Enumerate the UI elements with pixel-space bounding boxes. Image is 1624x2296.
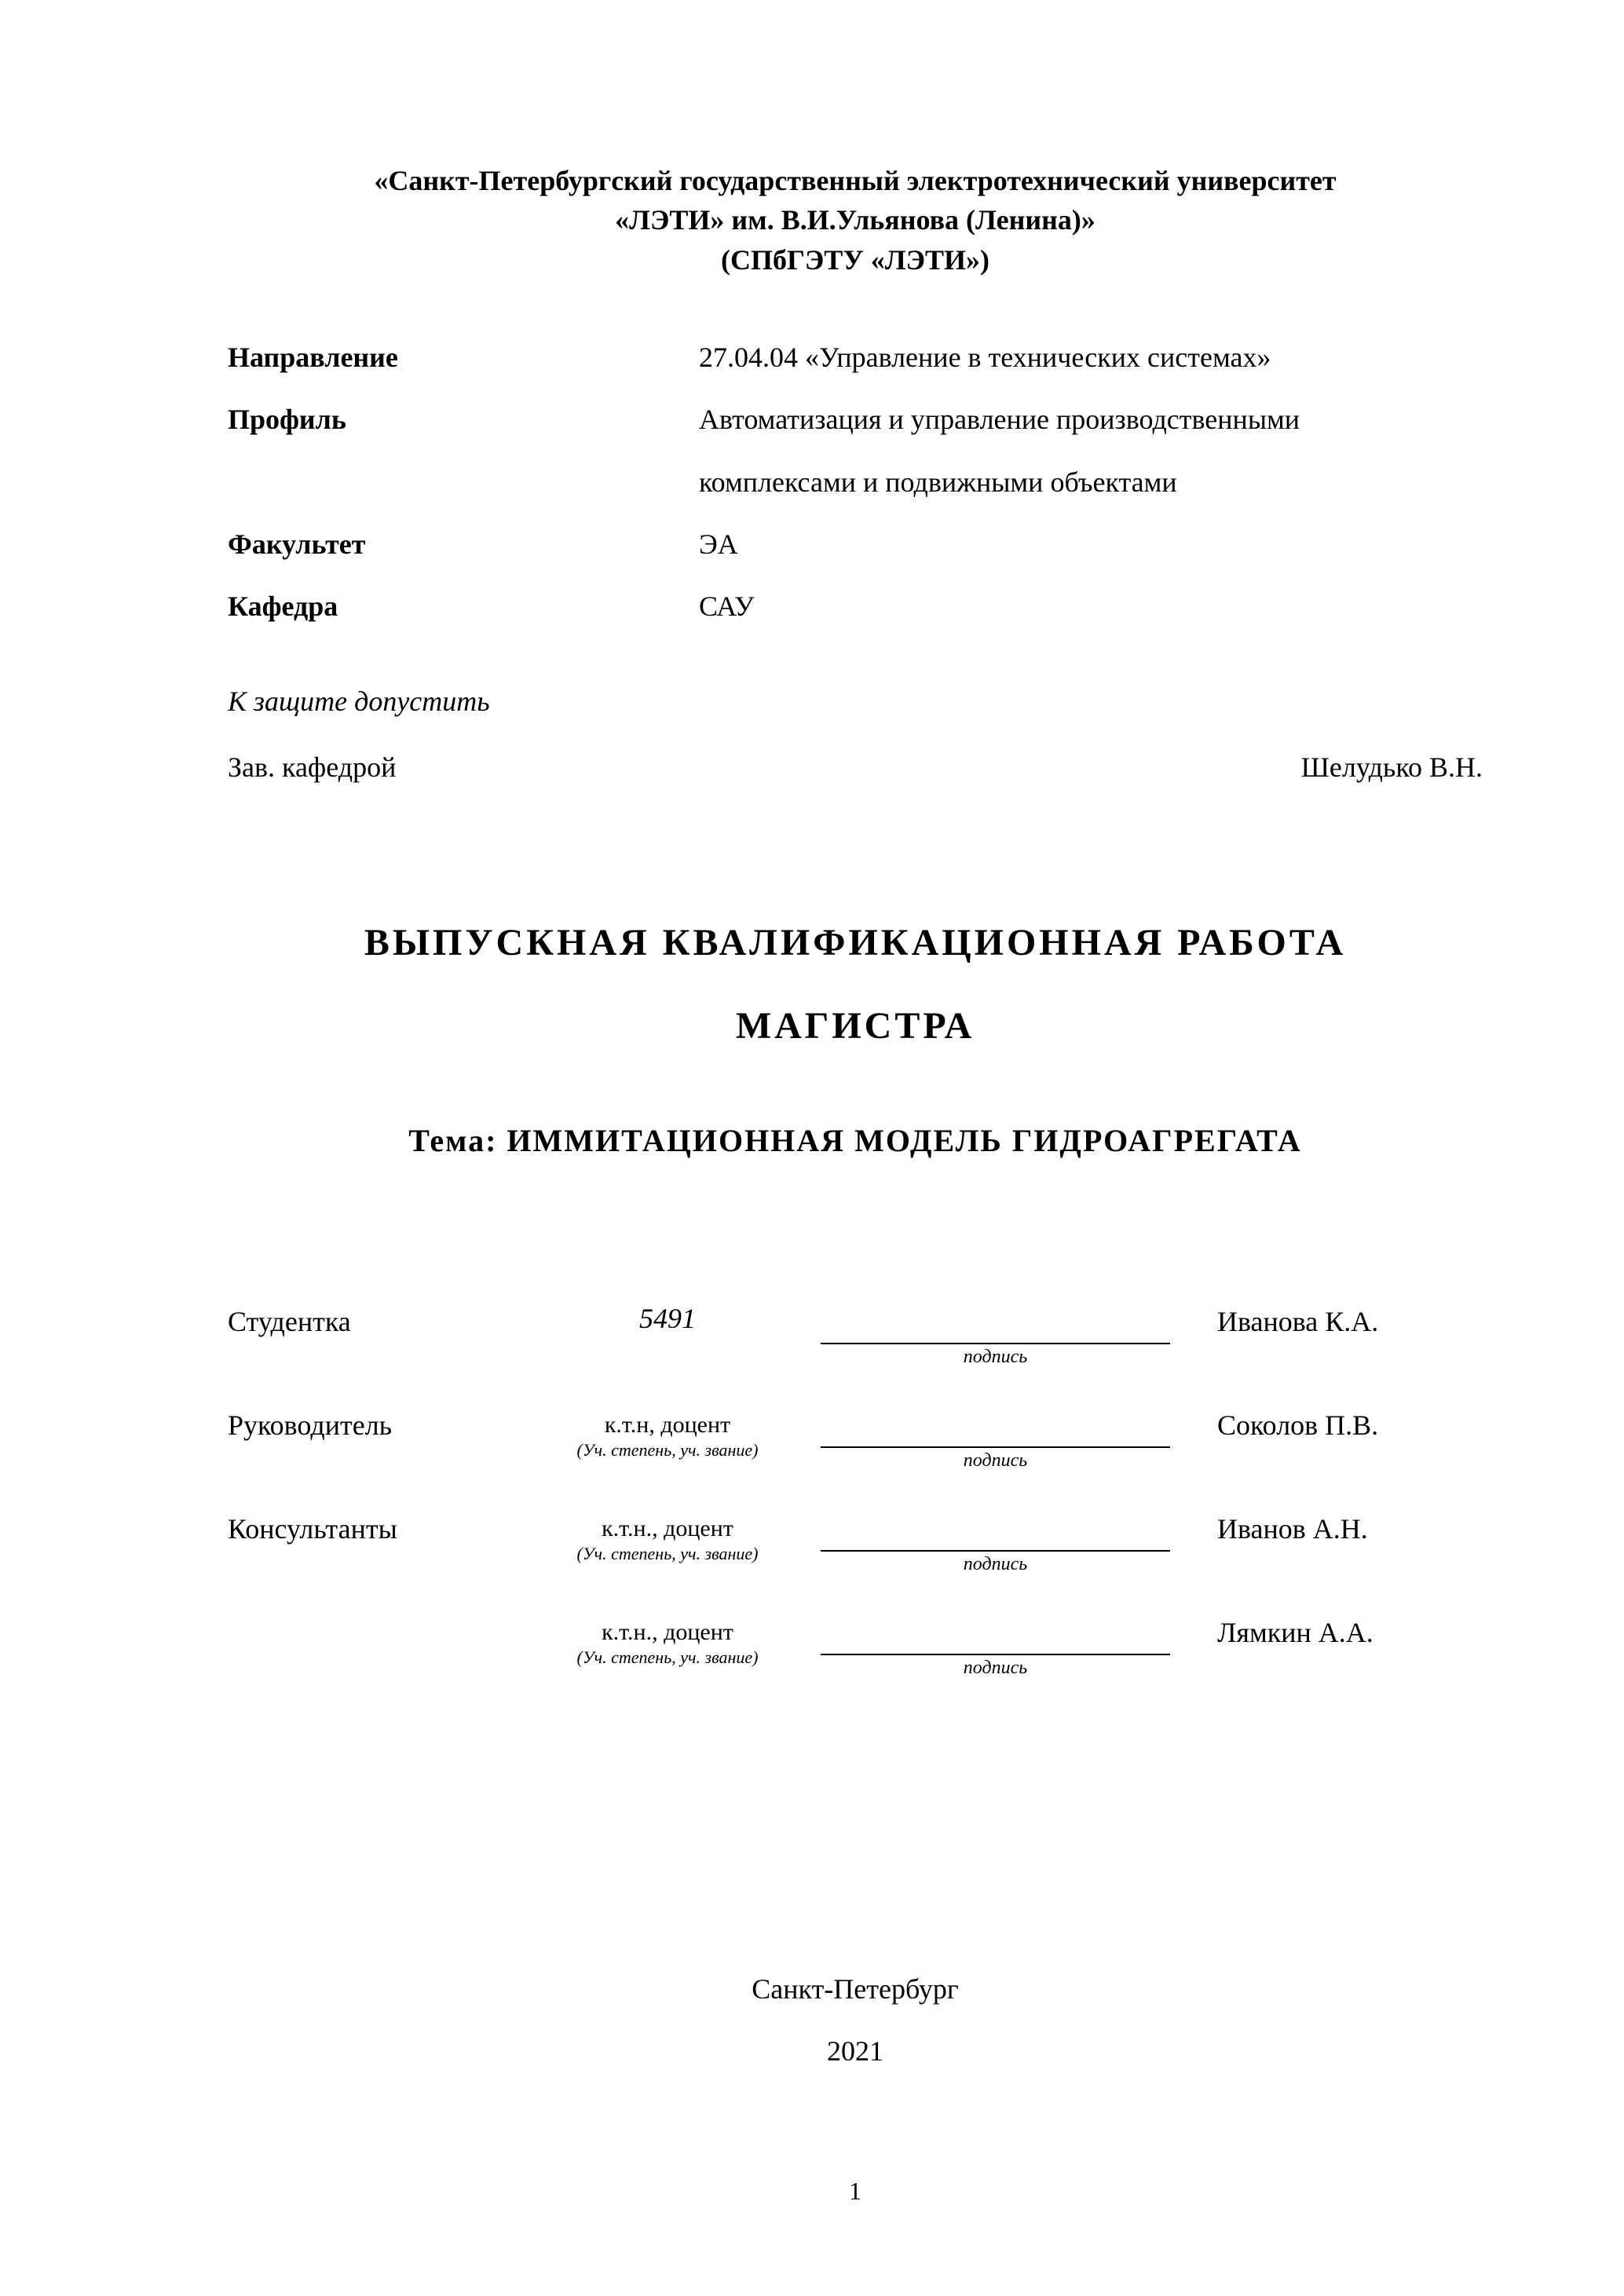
thesis-title-line1: ВЫПУСКНАЯ КВАЛИФИКАЦИОННАЯ РАБОТА — [364, 922, 1347, 964]
department-head-name: Шелудько В.Н. — [1300, 751, 1483, 784]
signature-line — [821, 1404, 1170, 1448]
signature-credential-note: (Уч. степень, уч. звание) — [576, 1544, 759, 1564]
signatures-block — [228, 1300, 1483, 1693]
signature-credential-block — [550, 1300, 785, 1336]
signature-credential-block — [550, 1508, 785, 1564]
footer-city: Санкт-Петербург — [752, 1973, 959, 2005]
field-value-faculty: ЭА — [699, 528, 738, 560]
field-row-profile — [228, 389, 1483, 513]
university-header-line2: «ЛЭТИ» им. В.И.Ульянова (Ленина)» — [615, 204, 1095, 236]
thesis-topic: Тема: ИММИТАЦИОННАЯ МОДЕЛЬ ГИДРОАГРЕГАТА — [408, 1123, 1302, 1159]
signature-row-student — [228, 1300, 1483, 1382]
signature-credential-note: (Уч. степень, уч. звание) — [576, 1440, 759, 1461]
signature-role — [228, 1611, 550, 1616]
signature-credential-block — [550, 1611, 785, 1668]
signature-caption: подпись — [963, 1347, 1028, 1368]
thesis-title-line2: МАГИСТРА — [735, 1004, 975, 1047]
signature-line — [821, 1300, 1170, 1344]
signature-name: Иванов А.Н. — [1217, 1513, 1368, 1545]
signature-credential: к.т.н., доцент — [602, 1515, 733, 1542]
field-value-profile: Автоматизация и управление производственными комплексами и подвижными объектами — [699, 404, 1300, 498]
field-value-direction: 27.04.04 «Управление в технических системах» — [699, 342, 1271, 374]
signature-name: Иванова К.А. — [1217, 1306, 1379, 1338]
signature-role: Студентка — [228, 1306, 351, 1338]
program-fields — [228, 327, 1483, 638]
signature-credential: к.т.н, доцент — [604, 1412, 731, 1439]
field-label-direction: Направление — [228, 342, 398, 374]
field-label-profile: Профиль — [228, 404, 346, 436]
department-head-row — [228, 751, 1483, 784]
signature-caption: подпись — [963, 1554, 1028, 1575]
field-row-department — [228, 576, 1483, 638]
signature-name: Лямкин А.А. — [1217, 1617, 1373, 1649]
field-label-faculty: Факультет — [228, 528, 366, 560]
signature-role: Руководитель — [228, 1409, 393, 1442]
page-number: 1 — [849, 2177, 861, 2205]
signature-row-consultant-2 — [228, 1611, 1483, 1693]
department-head-label: Зав. кафедрой — [228, 751, 397, 784]
signature-credential: 5491 — [639, 1303, 696, 1335]
footer-year: 2021 — [827, 2035, 883, 2067]
signature-line-block — [785, 1404, 1170, 1472]
signature-row-supervisor — [228, 1404, 1483, 1486]
signature-line — [821, 1611, 1170, 1655]
signature-caption: подпись — [963, 1450, 1028, 1472]
signature-line — [821, 1508, 1170, 1552]
signature-credential-block — [550, 1404, 785, 1461]
signature-caption: подпись — [963, 1658, 1028, 1679]
signature-line-block — [785, 1300, 1170, 1368]
signature-role: Консультанты — [228, 1513, 397, 1545]
signature-row-consultant-1 — [228, 1508, 1483, 1589]
approval-block — [228, 685, 1483, 784]
field-row-direction — [228, 327, 1483, 389]
university-header-line1: «Санкт-Петербургский государственный электротехнический университет — [374, 165, 1337, 196]
signature-credential-note: (Уч. степень, уч. звание) — [576, 1647, 759, 1668]
thesis-title — [228, 901, 1483, 1067]
university-header — [228, 161, 1483, 280]
admit-line: К защите допустить — [228, 686, 490, 718]
university-header-line3: (СПбГЭТУ «ЛЭТИ») — [721, 243, 989, 276]
signature-line-block — [785, 1508, 1170, 1575]
field-label-department: Кафедра — [228, 590, 338, 622]
signature-line-block — [785, 1611, 1170, 1679]
field-value-department: САУ — [699, 590, 755, 622]
field-row-faculty — [228, 514, 1483, 576]
signature-name: Соколов П.В. — [1217, 1409, 1379, 1442]
signature-credential: к.т.н., доцент — [602, 1619, 733, 1646]
footer-city-year — [228, 1958, 1483, 2082]
